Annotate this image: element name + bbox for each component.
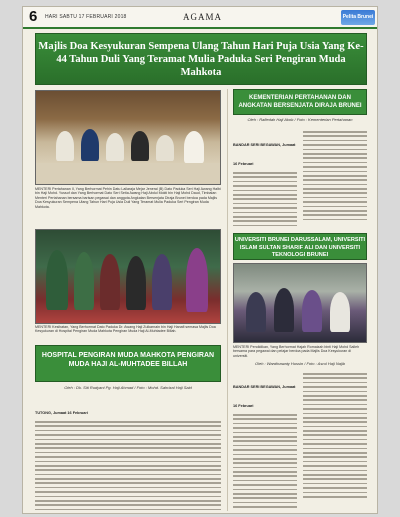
article-column-kementerian-2 [303, 131, 367, 229]
photo-hospital-prayer [35, 229, 221, 324]
byline-universiti: Oleh : Wardinawaty Hussin / Foto : Asrul Haji Najib [254, 361, 346, 366]
main-headline: Majlis Doa Kesyukuran Sempena Ulang Tahun Hari Puja Usia Yang Ke-44 Tahun Duli Yang Teramat Mulia Paduka Seri Pengiran Muda Mahkota [38, 41, 364, 78]
photo-caption-main: MENTERI Pertahanan II, Yang Berhormat Pehin Datu Lailaraja Mejar Jeneral (B) Dato Paduka Seri Haji Awang Halbi bin Haji Mohd. Yussof dan Yang Berhormat Dato Seri Setia Awang Haji Abdul Mokti bin Haji Mohd Daud, Timbalan Menteri Pertahanan bersama barisan pegawai dan anggota Angkatan Bersenjata Diraja Brunei berdoa pada Majlis Doa Kesyukuran Sempena Ulang Tahun Hari Puja Usia Duli Yang Teramat Mulia Paduka Seri Pengiran Muda Mahkota. [35, 187, 221, 209]
byline-kementerian: Oleh : Rafiedah Haji Akob / Foto : Kementerian Pertahanan [247, 117, 353, 122]
newspaper-page [22, 6, 378, 514]
heading-kementerian: KEMENTERIAN PERTAHANAN DAN ANGKATAN BERSENJATA DIRAJA BRUNEI [233, 89, 367, 115]
byline-hospital: Oleh : Dk. Siti Rudyani Pg. Haji Ahmad / Foto : Mohd. Sahrizal Haji Said [64, 385, 192, 390]
lead-kementerian: BANDAR SERI BEGAWAN, Jumaat 16 Februari [233, 143, 296, 166]
headline-banner [35, 33, 367, 85]
heading-universiti: UNIVERSITI BRUNEI DARUSSALAM, UNIVERSITI ISLAM SULTAN SHARIF ALI DAN UNIVERSITI TEKNOLOGI BRUNEI [233, 233, 367, 260]
article-column-universiti-1 [233, 373, 297, 511]
newspaper-logo: Pelita Brunei [341, 10, 375, 25]
photo-caption-universiti: MENTERI Pendidikan, Yang Berhormat Hajah Romaizah binti Haji Mohd Salleh bersama para pegawai dan pelajar berdoa pada Majlis Doa Kesyukuran di universiti. [233, 345, 360, 358]
lead-hospital: TUTONG, Jumaat 16 Februari [35, 411, 88, 415]
photo-caption-hospital: MENTERI Kesihatan, Yang Berhormat Dato Paduka Dr. Awang Haji Zulkarnain bin Haji Hanafi semasa Majlis Doa Kesyukuran di Hospital Pengiran Muda Mahkota Pengiran Muda Haji Al-Muhtadee Billah. [35, 325, 216, 334]
column-divider [227, 89, 228, 511]
photo-prayer-gathering [35, 90, 221, 185]
page-date: HARI SABTU 17 FEBRUARI 2018 [45, 14, 127, 20]
lead-universiti: BANDAR SERI BEGAWAN, Jumaat 16 Februari [233, 385, 296, 408]
section-title: AGAMA [183, 12, 223, 22]
page-header [23, 7, 378, 29]
article-column-hospital [35, 399, 221, 511]
heading-hospital: HOSPITAL PENGIRAN MUDA MAHKOTA PENGIRAN MUDA HAJI AL-MUHTADEE BILLAH [35, 345, 221, 382]
article-column-kementerian-1 [233, 131, 297, 229]
article-column-universiti-2 [303, 373, 367, 511]
photo-universiti-prayer [233, 263, 367, 343]
page-number: 6 [29, 8, 38, 25]
